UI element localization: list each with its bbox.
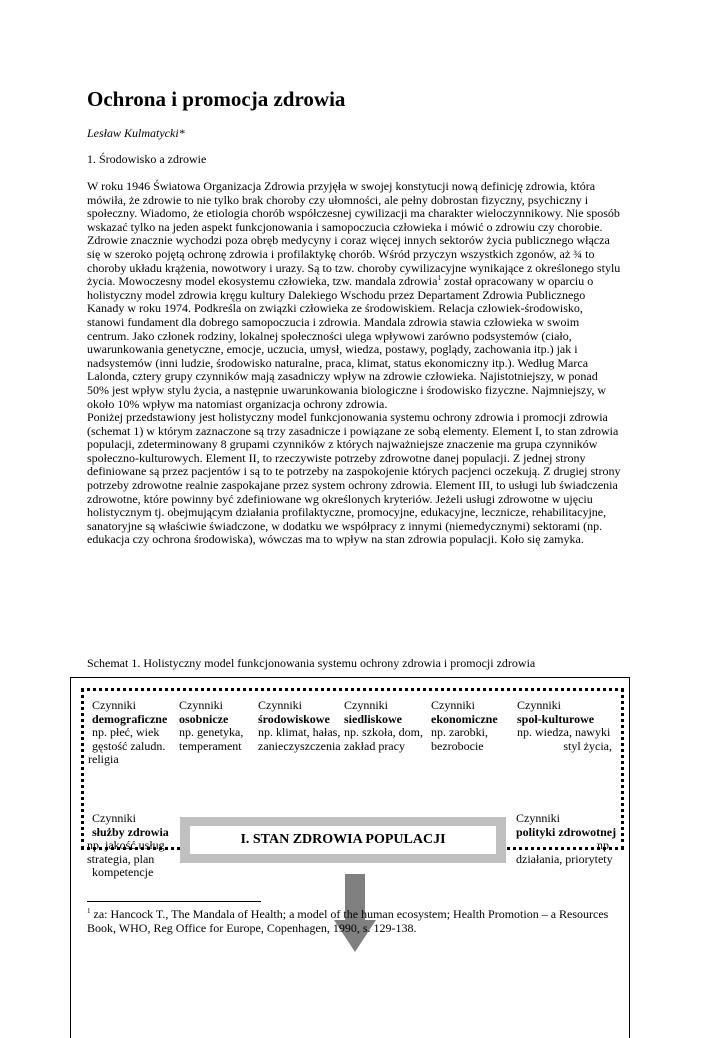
document-title: Ochrona i promocja zdrowia <box>87 87 346 111</box>
factor-habitat <box>344 699 423 753</box>
schema-caption: Schemat 1. Holistyczny model funkcjonowania systemu ochrony zdrowia i promocji zdrowia <box>87 656 536 670</box>
factor-example: zanieczyszczenia <box>258 738 341 753</box>
factor-example: np. <box>597 838 612 853</box>
footnote-rule <box>87 901 261 902</box>
factor-example: np. płeć, wiek <box>92 725 160 740</box>
factor-name: demograficzne <box>92 711 168 726</box>
factor-example: temperament <box>179 738 242 753</box>
factor-health-policy <box>516 812 620 866</box>
factor-example: np. genetyka, <box>179 725 244 740</box>
factor-label: Czynniki <box>92 811 136 825</box>
factor-individual <box>179 699 243 753</box>
paragraph-1 <box>87 180 621 411</box>
author-name: Lesław Kulmatycki* <box>87 126 185 140</box>
footnote-text: za: Hancock T., The Mandala of Health; a model of the human ecosystem; Health Promotion – a Resources Book, WHO, Reg Office for Europe, Copenhagen, 1990, s. 129-138. <box>87 907 609 935</box>
factor-example: np. wiedza, nawyki <box>517 725 611 740</box>
factor-label: Czynniki <box>258 698 302 712</box>
factor-demographic <box>88 699 167 767</box>
factor-example: zakład pracy <box>344 738 405 753</box>
factor-label: Czynniki <box>344 698 388 712</box>
footnote-ref[interactable]: 1 <box>437 274 441 283</box>
factor-label: Czynniki <box>516 811 560 825</box>
paragraph-1-part-2: został opracowany w oparciu o holistyczny model zdrowia kręgu kultury Dalekiego Wschodu przez Departament Zdrowia Publicznego Kanady w roku 1974. Podkreśla on związki człowieka ze środowiskiem. Relacja człowiek-środowisko, stanowi fundament dla dobrego samopoczucia i zdrowia. Mandala zdrowia stawia człowieka w swoim centrum. Jako członek rodziny, lokalnej społeczności ulega wpływowi zarówno podsystemów (ciało, uwarunkowania genetyczne, emocje, uczucia, umysł, wiedza, postawy, poglądy, zachowania itp.) jak i nadsystemów (inni ludzie, środowisko naturalne, praca, klimat, status ekonomiczny itp.). Według Marca Lalonda, cztery grupy czynników mają zasadniczy wpływ na zdrowie człowieka. Najistotniejszy, w ponad 50% jest wpływ stylu życia, a następnie uwarunkowania biologiczne i środowisko fizyczne. Najmniejszy, w około 10% wpływ ma natomiast organizacja ochrony zdrowia. <box>87 274 607 411</box>
factor-label: Czynniki <box>517 698 561 712</box>
factor-name: służby zdrowia <box>92 824 169 839</box>
factor-name: środowiskowe <box>258 711 330 726</box>
factor-example: np. jakość usług <box>87 838 165 853</box>
factor-sociocultural <box>517 699 612 753</box>
factor-example: religia <box>88 752 119 767</box>
factor-example: np. zarobki, <box>431 725 488 740</box>
factor-example: gęstość zaludn. <box>92 738 166 753</box>
factor-example: działania, priorytety <box>516 851 613 866</box>
factor-example: bezrobocie <box>431 738 484 753</box>
center-box-label: I. STAN ZDROWIA POPULACJI <box>190 826 496 854</box>
factor-example: np. klimat, hałas, <box>258 725 341 740</box>
section-heading: 1. Środowisko a zdrowie <box>87 152 207 166</box>
factor-name: polityki zdrowotnej <box>516 824 617 839</box>
factor-economic <box>431 699 498 753</box>
factor-name: ekonomiczne <box>431 711 498 726</box>
factor-environmental <box>258 699 341 753</box>
factor-example: kompetencje <box>92 865 154 880</box>
factor-example: np. szkoła, dom, <box>344 725 423 740</box>
footnote <box>87 908 627 935</box>
factor-name: osobnicze <box>179 711 229 726</box>
factor-example: styl życia, <box>563 738 612 753</box>
footnote-mark: 1 <box>87 907 91 915</box>
factor-label: Czynniki <box>431 698 475 712</box>
factor-name: siedliskowe <box>344 711 403 726</box>
factor-label: Czynniki <box>92 698 136 712</box>
paragraph-2: Poniżej przedstawiony jest holistyczny model funkcjonowania systemu ochrony zdrowia i promocji zdrowia (schemat 1) w którym zaznaczone są trzy zasadnicze i powiązane ze sobą elementy. Element I, to stan zdrowia populacji, zdeterminowany 8 grupami czynników z których najważniejsze znaczenie ma grupa czynników społeczno-kulturowych. Element II, to rzeczywiste potrzeby zdrowotne danej populacji. Z jednej strony definiowane są przez pacjentów i są to te potrzeby na zaspokojenie których pacjenci oczekują. Z drugiej strony potrzeby zdrowotne realnie zaspokajane przez system ochrony zdrowia. Element III, to usługi lub świadczenia zdrowotne, które powinny być zdefiniowane wg określonych kryteriów. Jeżeli usługi zdrowotne w ujęciu holistycznym tj. obejmującym działania profilaktyczne, promocyjne, edukacyjne, lecznicze, rehabilitacyjne, sanatoryjne są właściwie świadczone, w dodatku we współpracy z innymi (niemedycznymi) sektorami (np. edukacja czy ochrona środowiska), wówczas ma to wpływ na stan zdrowia populacji. Koło się zamyka. <box>87 410 621 547</box>
paragraph-1-part-1: W roku 1946 Światowa Organizacja Zdrowia przyjęła w swojej konstytucji nową definicję zdrowia, która mówiła, że zdrowie to nie tylko brak choroby czy ułomności, ale pełny dobrostan fizyczny, psychiczny i społeczny. Wiadomo, że etiologia chorób współczesnej cywilizacji ma charakter wieloczynnikowy. Nie sposób wskazać tylko na jeden aspekt funkcjonowania i samopoczucia człowieka i mówić o zdrowiu czy chorobie. Zdrowie znacznie wychodzi poza obręb medycyny i coraz więcej innych sektorów życia publicznego włącza się w szeroko pojętą ochronę zdrowia i profilaktykę chorób. Wśród przyczyn wszystkich zgonów, aż ¾ to choroby układu krążenia, nowotwory i urazy. Są to tzw. choroby cywilizacyjne wynikające z określonego stylu życia. Mowoczesny model ekosystemu człowieka, tzw. mandala zdrowia <box>87 179 621 289</box>
factor-example: strategia, plan <box>87 851 155 866</box>
body-text <box>87 180 621 547</box>
factor-name: społ-kulturowe <box>517 711 595 726</box>
factor-label: Czynniki <box>179 698 223 712</box>
factor-health-services <box>87 812 169 880</box>
